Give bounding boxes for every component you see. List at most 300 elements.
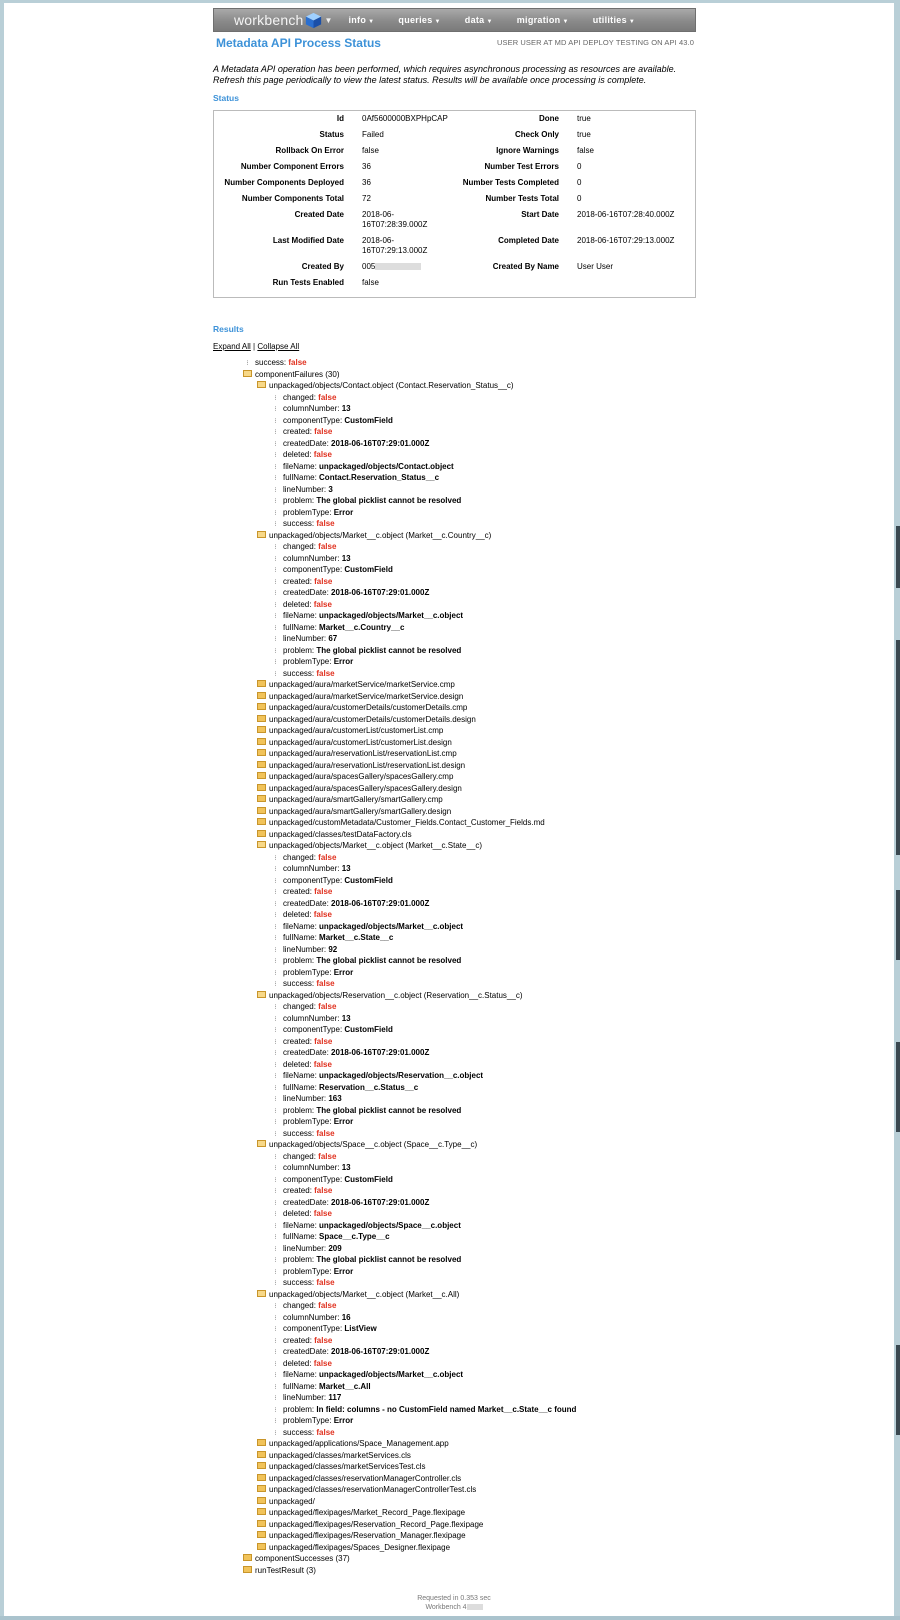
leaf-bullet-icon: ⁝ [274,613,277,620]
leaf-key: lineNumber [283,1243,324,1253]
tree-folder[interactable] [213,1438,696,1450]
tree-leaf: ⁝ changed: false [213,1001,696,1013]
leaf-value: CustomField [344,565,393,574]
tree-folder[interactable] [213,1542,696,1554]
tree-folder-label: unpackaged/aura/marketService/marketService.cmp [269,680,455,689]
tree-folder[interactable] [213,990,696,1002]
collapse-all-link[interactable]: Collapse All [257,342,300,351]
leaf-bullet-icon: ⁝ [274,866,277,873]
tree-leaf: ⁝ lineNumber: 163 [213,1093,696,1105]
tree-leaf: ⁝ createdDate: 2018-06-16T07:29:01.000Z [213,1346,696,1358]
tree-leaf: ⁝ success: false [213,1128,696,1140]
tree-folder-label: unpackaged/aura/customerList/customerList.design [269,737,452,747]
leaf-key: fileName [283,611,315,620]
leaf-bullet-icon: ⁝ [274,1119,277,1126]
status-value: 36 [362,178,371,187]
footer [4,1594,900,1612]
tree-leaf: ⁝ componentType: CustomField [213,1024,696,1036]
leaf-bullet-icon: ⁝ [274,659,277,666]
leaf-key: componentType [283,1025,340,1034]
tree-folder[interactable] [213,530,696,542]
tree-folder-label: unpackaged/aura/spacesGallery/spacesGallery.design [269,783,462,793]
tree-folder[interactable] [213,783,696,795]
leaf-value: false [316,668,335,678]
leaf-key: lineNumber [283,1094,324,1103]
tree-leaf: ⁝ fullName: Space__c.Type__c [213,1231,696,1243]
leaf-value: Error [333,1117,354,1126]
tree-folder[interactable] [213,679,696,691]
tree-leaf: ⁝ lineNumber: 67 [213,633,696,645]
leaf-bullet-icon: ⁝ [274,1234,277,1241]
leaf-key: fullName [283,1381,315,1391]
leaf-value: CustomField [344,875,393,885]
expand-all-link[interactable]: Expand All [213,342,251,351]
leaf-bullet-icon: ⁝ [274,1004,277,1011]
folder-icon [257,680,266,687]
tree-folder[interactable] [213,817,696,829]
menu-info[interactable] [348,15,374,25]
tree-folder-label: unpackaged/classes/marketServicesTest.cls [269,1462,426,1471]
tree-folder[interactable] [213,725,696,737]
status-value [362,262,459,278]
tree-leaf: ⁝ lineNumber: 209 [213,1243,696,1255]
tree-folder-label: unpackaged/objects/Market__c.object (Market__c.Country__c) [269,530,492,540]
leaf-key: fileName [283,921,315,931]
leaf-bullet-icon: ⁝ [274,647,277,655]
tree-leaf: ⁝ createdDate: 2018-06-16T07:29:01.000Z [213,1197,696,1209]
tree-folder-label: unpackaged/aura/smartGallery/smartGallery.cmp [269,795,443,804]
leaf-bullet-icon: ⁝ [274,1314,277,1322]
leaf-bullet-icon: ⁝ [274,440,277,448]
workbench-logo[interactable] [214,9,332,31]
menu-label: info [348,15,367,25]
leaf-value: false [314,1335,333,1345]
leaf-value: 13 [341,553,351,563]
tree-leaf: ⁝ lineNumber: 92 [213,944,696,956]
status-row [214,194,695,210]
leaf-key: created [283,576,310,586]
tree-leaf: ⁝ problemType: Error [213,967,696,979]
status-value: false [362,278,379,287]
tree-folder[interactable] [213,369,696,381]
tree-folder-label: unpackaged/flexipages/Reservation_Manager.flexipage [269,1531,466,1540]
footer-version-text: Workbench 4 [425,1604,467,1611]
folder-icon [257,1474,266,1481]
tree-leaf: ⁝ changed: false [213,541,696,553]
folder-icon [243,1554,252,1561]
tree-leaf: ⁝ created: false [213,1185,696,1197]
tree-folder[interactable] [213,1461,696,1473]
leaf-value: unpackaged/objects/Market__c.object [319,921,464,931]
tree-folder-label: unpackaged/aura/marketService/marketService.design [269,691,464,701]
leaf-value: 3 [328,484,333,494]
tree-leaf: ⁝ createdDate: 2018-06-16T07:29:01.000Z [213,438,696,450]
leaf-value: 16 [341,1312,351,1322]
status-heading: Status [213,93,239,103]
tree-folder[interactable] [213,1553,696,1565]
leaf-bullet-icon: ⁝ [274,1349,277,1356]
tree-folder-label: unpackaged/ [269,1496,315,1506]
leaf-key: success [283,668,312,678]
chevron-down-icon: ▼ [434,19,441,25]
tree-leaf: ⁝ fileName: unpackaged/objects/Market__c.object [213,921,696,933]
leaf-value: 92 [328,944,338,954]
tree-folder-label: unpackaged/flexipages/Market_Record_Page.flexipage [269,1508,466,1517]
tree-folder-label: unpackaged/classes/testDataFactory.cls [269,829,412,839]
tree-leaf: ⁝ success: false [213,357,696,369]
leaf-bullet-icon: ⁝ [274,935,277,942]
status-label: Number Tests Total [485,194,559,203]
results-tree [213,357,696,1576]
leaf-bullet-icon: ⁝ [274,900,277,908]
chevron-down-icon: ▼ [368,19,375,25]
leaf-value: 13 [341,404,351,413]
menu-data[interactable] [465,15,493,25]
leaf-bullet-icon: ⁝ [274,1073,277,1080]
status-value: Failed [362,130,384,139]
tree-leaf: ⁝ componentType: CustomField [213,564,696,576]
folder-icon [257,692,266,699]
leaf-key: createdDate [283,588,327,597]
menu-utilities[interactable] [593,15,635,25]
tree-folder[interactable] [213,1139,696,1151]
status-label: Number Tests Completed [462,178,559,187]
leaf-key: fileName [283,1220,315,1230]
leaf-key: created [283,1186,310,1195]
tree-leaf: ⁝ created: false [213,886,696,898]
leaf-value: In field: columns - no CustomField named Market__c.State__c found [316,1404,577,1414]
tree-leaf: ⁝ problem: The global picklist cannot be resolved [213,495,696,507]
leaf-bullet-icon: ⁝ [274,1337,277,1345]
leaf-value: false [314,576,333,586]
tree-folder[interactable] [213,829,696,841]
tree-folder[interactable] [213,806,696,818]
status-label: Number Test Errors [484,162,559,171]
redacted-id [375,263,421,270]
leaf-bullet-icon: ⁝ [274,1406,277,1414]
leaf-key: columnNumber [283,1013,338,1023]
tree-leaf: ⁝ componentType: CustomField [213,415,696,427]
tree-leaf: ⁝ success: false [213,1277,696,1289]
tree-leaf: ⁝ problem: The global picklist cannot be resolved [213,1254,696,1266]
leaf-value: CustomField [344,415,393,425]
leaf-value: false [318,852,337,862]
tree-folder[interactable] [213,760,696,772]
leaf-value: false [314,887,333,896]
leaf-value: false [318,1151,337,1161]
tree-folder[interactable] [213,1484,696,1496]
status-value: 2018-06-16T07:28:40.000Z [577,210,675,219]
leaf-value: The global picklist cannot be resolved [316,1255,462,1264]
leaf-key: fullName [283,1082,315,1092]
leaf-bullet-icon: ⁝ [274,498,277,505]
folder-open-icon [257,991,266,998]
tree-leaf: ⁝ problem: The global picklist cannot be resolved [213,955,696,967]
leaf-key: fileName [283,1370,315,1379]
leaf-key: deleted [283,599,310,609]
tree-folder[interactable] [213,794,696,806]
leaf-value: Market__c.Country__c [319,622,405,632]
leaf-value: 67 [328,634,338,643]
tree-leaf: ⁝ problem: In field: columns - no CustomField named Market__c.State__c found [213,1404,696,1416]
menu-migration[interactable] [517,15,569,25]
window-bottom-bar [0,1616,900,1620]
leaf-bullet-icon: ⁝ [274,1268,277,1276]
tree-folder-label: unpackaged/aura/customerDetails/customerDetails.cmp [269,703,468,712]
folder-icon [257,1520,266,1527]
leaf-bullet-icon: ⁝ [274,406,277,413]
leaf-key: changed [283,852,314,862]
tree-leaf: ⁝ changed: false [213,852,696,864]
folder-icon [257,1497,266,1504]
leaf-value: Error [333,1266,354,1276]
status-value: 2018-06-16T07:29:13.000Z [577,236,675,245]
scrollbar-mark [896,890,900,960]
folder-icon [257,1531,266,1538]
folder-icon [257,1462,266,1469]
leaf-bullet-icon: ⁝ [274,544,277,551]
leaf-value: false [318,542,337,551]
chevron-down-icon: ▼ [324,15,333,25]
tree-leaf: ⁝ componentType: ListView [213,1323,696,1335]
folder-icon [257,726,266,733]
tree-leaf: ⁝ lineNumber: 117 [213,1392,696,1404]
tree-leaf: ⁝ created: false [213,576,696,588]
leaf-key: deleted [283,910,310,919]
folder-open-icon [257,1140,266,1147]
tree-folder[interactable] [213,1530,696,1542]
leaf-key: fileName [283,1071,315,1080]
tree-leaf: ⁝ fullName: Market__c.Country__c [213,622,696,634]
tree-folder[interactable] [213,1565,696,1577]
folder-icon [257,715,266,722]
leaf-key: componentType [283,1174,340,1184]
leaf-value: unpackaged/objects/Market__c.object [319,1370,464,1379]
leaf-bullet-icon: ⁝ [274,1199,277,1207]
leaf-key: problem [283,956,312,965]
leaf-key: changed [283,542,314,551]
tree-folder[interactable] [213,1289,696,1301]
tree-folder-label: runTestResult (3) [255,1565,316,1575]
tree-folder-label: unpackaged/aura/reservationList/reservationList.design [269,760,466,770]
tree-folder[interactable] [213,1450,696,1462]
menu-queries[interactable] [398,15,440,25]
tree-leaf: ⁝ fileName: unpackaged/objects/Market__c.object [213,610,696,622]
leaf-value: CustomField [344,1174,393,1184]
tree-leaf: ⁝ problemType: Error [213,1266,696,1278]
leaf-key: createdDate [283,1347,327,1356]
leaf-bullet-icon: ⁝ [274,452,277,459]
leaf-value: false [313,1358,332,1368]
leaf-key: problemType [283,507,330,517]
tree-folder[interactable] [213,702,696,714]
leaf-bullet-icon: ⁝ [274,475,277,482]
tree-folder-label: unpackaged/aura/smartGallery/smartGallery.design [269,806,452,816]
leaf-key: changed [283,1151,314,1161]
content-wrapper [213,8,696,1576]
tree-folder[interactable] [213,1473,696,1485]
logo-text: workbench [234,12,304,28]
tree-leaf: ⁝ problemType: Error [213,1116,696,1128]
leaf-bullet-icon: ⁝ [274,1050,277,1057]
status-panel [213,110,696,298]
tree-leaf: ⁝ deleted: false [213,599,696,611]
leaf-bullet-icon: ⁝ [274,555,277,563]
tree-folder[interactable] [213,840,696,852]
folder-icon [257,807,266,814]
leaf-bullet-icon: ⁝ [274,1096,277,1103]
tree-folder-label: unpackaged/customMetadata/Customer_Fields.Contact_Customer_Fields.md [269,818,545,827]
scrollbar-mark [896,1042,900,1132]
tree-folder-label: unpackaged/aura/spacesGallery/spacesGallery.cmp [269,772,454,781]
tree-folder[interactable] [213,1496,696,1508]
folder-icon [257,818,266,825]
status-label: Check Only [514,130,559,139]
leaf-key: fullName [283,473,315,482]
leaf-value: Reservation__c.Status__c [319,1082,419,1092]
leaf-bullet-icon: ⁝ [274,1015,277,1023]
leaf-value: 2018-06-16T07:29:01.000Z [331,1048,430,1057]
leaf-value: 117 [328,1393,342,1402]
leaf-key: created [283,1036,310,1046]
leaf-bullet-icon: ⁝ [274,417,277,425]
header-row [213,35,696,55]
tree-folder[interactable] [213,380,696,392]
tree-folder-label: unpackaged/objects/Space__c.object (Space__c.Type__c) [269,1140,478,1149]
redacted-version [467,1604,483,1610]
status-label: Created Date [294,210,344,219]
folder-open-icon [257,1290,266,1297]
leaf-value: Market__c.All [319,1381,371,1391]
leaf-value: 209 [328,1243,342,1253]
status-label: Rollback On Error [275,146,344,155]
folder-icon [257,738,266,745]
leaf-value: false [316,519,335,528]
leaf-key: created [283,887,310,896]
main-menu [348,15,659,25]
expand-collapse-links [213,342,696,351]
leaf-value: The global picklist cannot be resolved [316,1105,462,1115]
leaf-key: success [283,1427,312,1437]
tree-leaf: ⁝ problem: The global picklist cannot be resolved [213,1105,696,1117]
folder-icon [257,1508,266,1515]
leaf-value: 163 [328,1094,342,1103]
tree-folder-label: unpackaged/objects/Reservation__c.object (Reservation__c.Status__c) [269,990,523,1000]
leaf-key: columnNumber [283,1163,338,1172]
leaf-bullet-icon: ⁝ [274,1222,277,1230]
status-value: true [577,114,591,123]
tree-leaf: ⁝ createdDate: 2018-06-16T07:29:01.000Z [213,898,696,910]
tree-folder-label: unpackaged/aura/reservationList/reservationList.cmp [269,749,457,758]
status-row [214,130,695,146]
leaf-value: false [318,1002,337,1011]
tree-leaf: ⁝ success: false [213,518,696,530]
leaf-bullet-icon: ⁝ [274,394,277,402]
leaf-bullet-icon: ⁝ [274,1188,277,1195]
leaf-key: fullName [283,933,315,942]
leaf-value: 2018-06-16T07:29:01.000Z [331,438,430,448]
leaf-key: createdDate [283,898,327,908]
leaf-key: lineNumber [283,944,324,954]
leaf-value: 2018-06-16T07:29:01.000Z [331,588,430,597]
leaf-key: deleted [283,450,310,459]
leaf-value: Market__c.State__c [319,933,394,942]
leaf-key: createdDate [283,1048,327,1057]
tree-leaf: ⁝ fullName: Reservation__c.Status__c [213,1082,696,1094]
status-label: Last Modified Date [272,236,344,245]
leaf-bullet-icon: ⁝ [274,1107,277,1115]
leaf-key: problemType [283,1117,330,1126]
footer-requested: Requested in 0.353 sec [417,1595,491,1602]
leaf-value: Contact.Reservation_Status__c [319,473,440,482]
menu-label: queries [398,15,433,25]
status-value: false [577,146,594,155]
leaf-key: problemType [283,967,330,977]
leaf-key: problemType [283,657,330,666]
leaf-key: problem [283,496,312,505]
status-value: 0 [577,162,582,171]
folder-icon [257,1451,266,1458]
leaf-bullet-icon: ⁝ [274,1395,277,1402]
tree-leaf: ⁝ columnNumber: 13 [213,1162,696,1174]
leaf-key: success [283,1128,312,1138]
tree-folder[interactable] [213,714,696,726]
leaf-value: Error [333,507,354,517]
tree-leaf: ⁝ deleted: false [213,449,696,461]
tree-leaf: ⁝ created: false [213,1335,696,1347]
leaf-value: unpackaged/objects/Market__c.object [319,611,464,620]
status-value: 2018-06-16T07:28:39.000Z [362,210,428,229]
folder-icon [257,795,266,802]
tree-folder[interactable] [213,771,696,783]
leaf-bullet-icon: ⁝ [274,1153,277,1161]
folder-open-icon [257,381,266,388]
tree-folder[interactable] [213,1519,696,1531]
folder-icon [257,1439,266,1446]
tree-leaf: ⁝ columnNumber: 13 [213,553,696,565]
status-label: Run Tests Enabled [272,278,344,287]
status-value: 2018-06-16T07:29:13.000Z [362,236,428,255]
leaf-key: fileName [283,461,315,471]
tree-leaf: ⁝ changed: false [213,1151,696,1163]
leaf-key: deleted [283,1358,310,1368]
folder-icon [243,1566,252,1573]
tree-leaf: ⁝ problemType: Error [213,656,696,668]
tree-leaf: ⁝ columnNumber: 13 [213,863,696,875]
leaf-value: false [313,910,332,919]
user-info: USER USER AT MD API DEPLOY TESTING ON API 43.0 [496,38,694,47]
status-value: 36 [362,162,371,171]
intro-text: A Metadata API operation has been performed, which requires asynchronous processing as resources are available. Refresh this page periodically to view the latest status. Results will be available once processing is complete. [213,64,677,85]
folder-icon [257,830,266,837]
leaf-key: lineNumber [283,484,324,494]
tree-folder-label: unpackaged/applications/Space_Management.app [269,1439,449,1448]
status-value: 0 [577,194,582,203]
tree-folder[interactable] [213,748,696,760]
leaf-value: false [316,979,335,988]
leaf-bullet-icon: ⁝ [274,521,277,528]
tree-leaf: ⁝ created: false [213,1036,696,1048]
leaf-bullet-icon: ⁝ [274,463,277,471]
tree-leaf: ⁝ createdDate: 2018-06-16T07:29:01.000Z [213,1047,696,1059]
tree-folder[interactable] [213,691,696,703]
leaf-value: false [314,1186,333,1195]
leaf-value: The global picklist cannot be resolved [316,956,462,965]
status-label: Id [336,114,344,123]
tree-folder[interactable] [213,1507,696,1519]
leaf-key: componentType [283,565,340,574]
tree-folder[interactable] [213,737,696,749]
